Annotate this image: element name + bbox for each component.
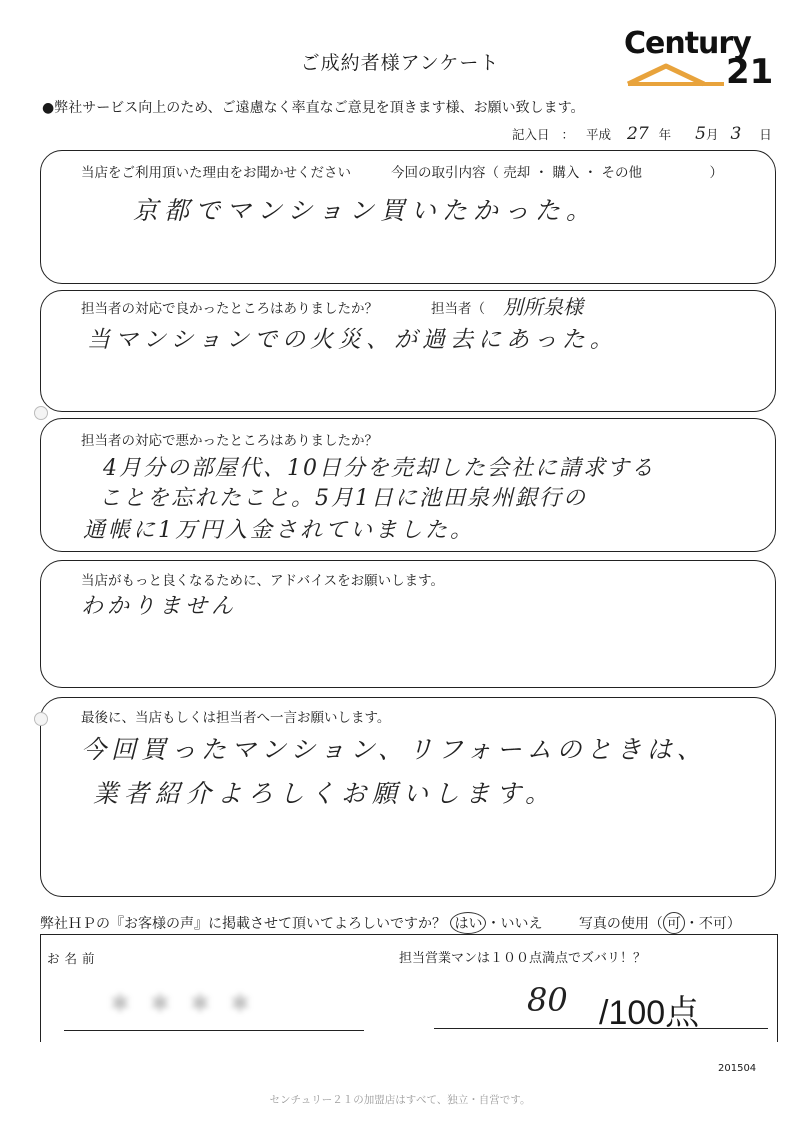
score-total: /100点 bbox=[599, 994, 700, 1032]
punch-hole bbox=[34, 712, 48, 726]
form-code: 201504 bbox=[718, 1063, 757, 1074]
consent-yes-circled: はい bbox=[450, 912, 486, 934]
answer-text: 京都でマンション買いたかった。 bbox=[133, 196, 597, 225]
answer-line-2: 業者紹介よろしくお願いします。 bbox=[93, 779, 557, 808]
punch-hole bbox=[34, 406, 48, 420]
logo-number: 21 bbox=[726, 52, 774, 92]
intro-text: ●弊社サービス向上のため、ご遠慮なく率直なご意見を頂きます様、お願い致します。 bbox=[42, 100, 585, 116]
form-title: ご成約者様アンケート bbox=[300, 52, 500, 74]
answer-line-1: 今回買ったマンション、リフォームのときは、 bbox=[81, 735, 707, 764]
name-label: お名前 bbox=[47, 951, 100, 966]
footer-note: センチュリー２１の加盟店はすべて、独立・自営です。 bbox=[269, 1094, 531, 1106]
question-label: 最後に、当店もしくは担当者へ一言お願いします。 bbox=[81, 710, 391, 726]
photo-use-label: 写真の使用 bbox=[578, 916, 649, 932]
question-box-final-comment bbox=[40, 697, 776, 897]
customer-name-blurred: ＊＊＊＊ bbox=[109, 992, 270, 1017]
consent-no: いいえ bbox=[500, 916, 543, 932]
question-box-reason bbox=[40, 150, 776, 284]
name-score-box bbox=[40, 934, 778, 1042]
staff-label: 担当者（ bbox=[431, 301, 485, 317]
deal-type-label: 今回の取引内容（ 売却 ・ 購入 ・ その他 ） bbox=[391, 165, 723, 181]
hp-consent-question: 弊社ＨＰの『お客様の声』に掲載させて頂いてよろしいですか？ はい ・いいえ 写真の使用（ 可 ・不可） bbox=[40, 912, 741, 934]
question-label: 当店がもっと良くなるために、アドバイスをお願いします。 bbox=[81, 573, 445, 589]
question-box-advice bbox=[40, 560, 776, 688]
answer-line-3: 通帳に1万円入金されていました。 bbox=[83, 518, 475, 543]
date-year: 27 bbox=[627, 124, 649, 144]
score-underline bbox=[434, 1028, 768, 1029]
question-box-good-points bbox=[40, 290, 776, 412]
house-roof-icon bbox=[626, 62, 726, 88]
staff-name: 別所泉様 bbox=[503, 295, 583, 319]
answer-line-1: 4月分の部屋代、10日分を売却した会社に請求する bbox=[103, 456, 655, 481]
name-underline bbox=[64, 1030, 364, 1031]
date-month: 5 bbox=[695, 124, 706, 144]
score-question: 担当営業マンは１００点満点でズバリ！？ bbox=[399, 951, 647, 966]
answer-text: わかりません bbox=[81, 594, 238, 619]
score-value: 80 bbox=[527, 981, 568, 1019]
question-label: 担当者の対応で良かったところはありましたか？ bbox=[81, 301, 378, 317]
logo-word: Century bbox=[624, 26, 751, 61]
answer-line-2: ことを忘れたこと。5月1日に池田泉州銀行の bbox=[99, 486, 587, 511]
question-label: 当店をご利用頂いた理由をお聞かせください bbox=[81, 165, 351, 181]
question-label: 担当者の対応で悪かったところはありましたか？ bbox=[81, 433, 378, 449]
question-box-bad-points bbox=[40, 418, 776, 552]
date-day: 3 bbox=[730, 124, 742, 144]
answer-text: 当マンションでの火災、が過去にあった。 bbox=[87, 327, 618, 353]
century21-logo bbox=[624, 26, 774, 90]
photo-no: 不可 bbox=[698, 916, 727, 932]
photo-yes-circled: 可 bbox=[663, 912, 685, 934]
date-field: 記入日 ： 平成 27 年 5月 3 日 bbox=[512, 124, 772, 144]
